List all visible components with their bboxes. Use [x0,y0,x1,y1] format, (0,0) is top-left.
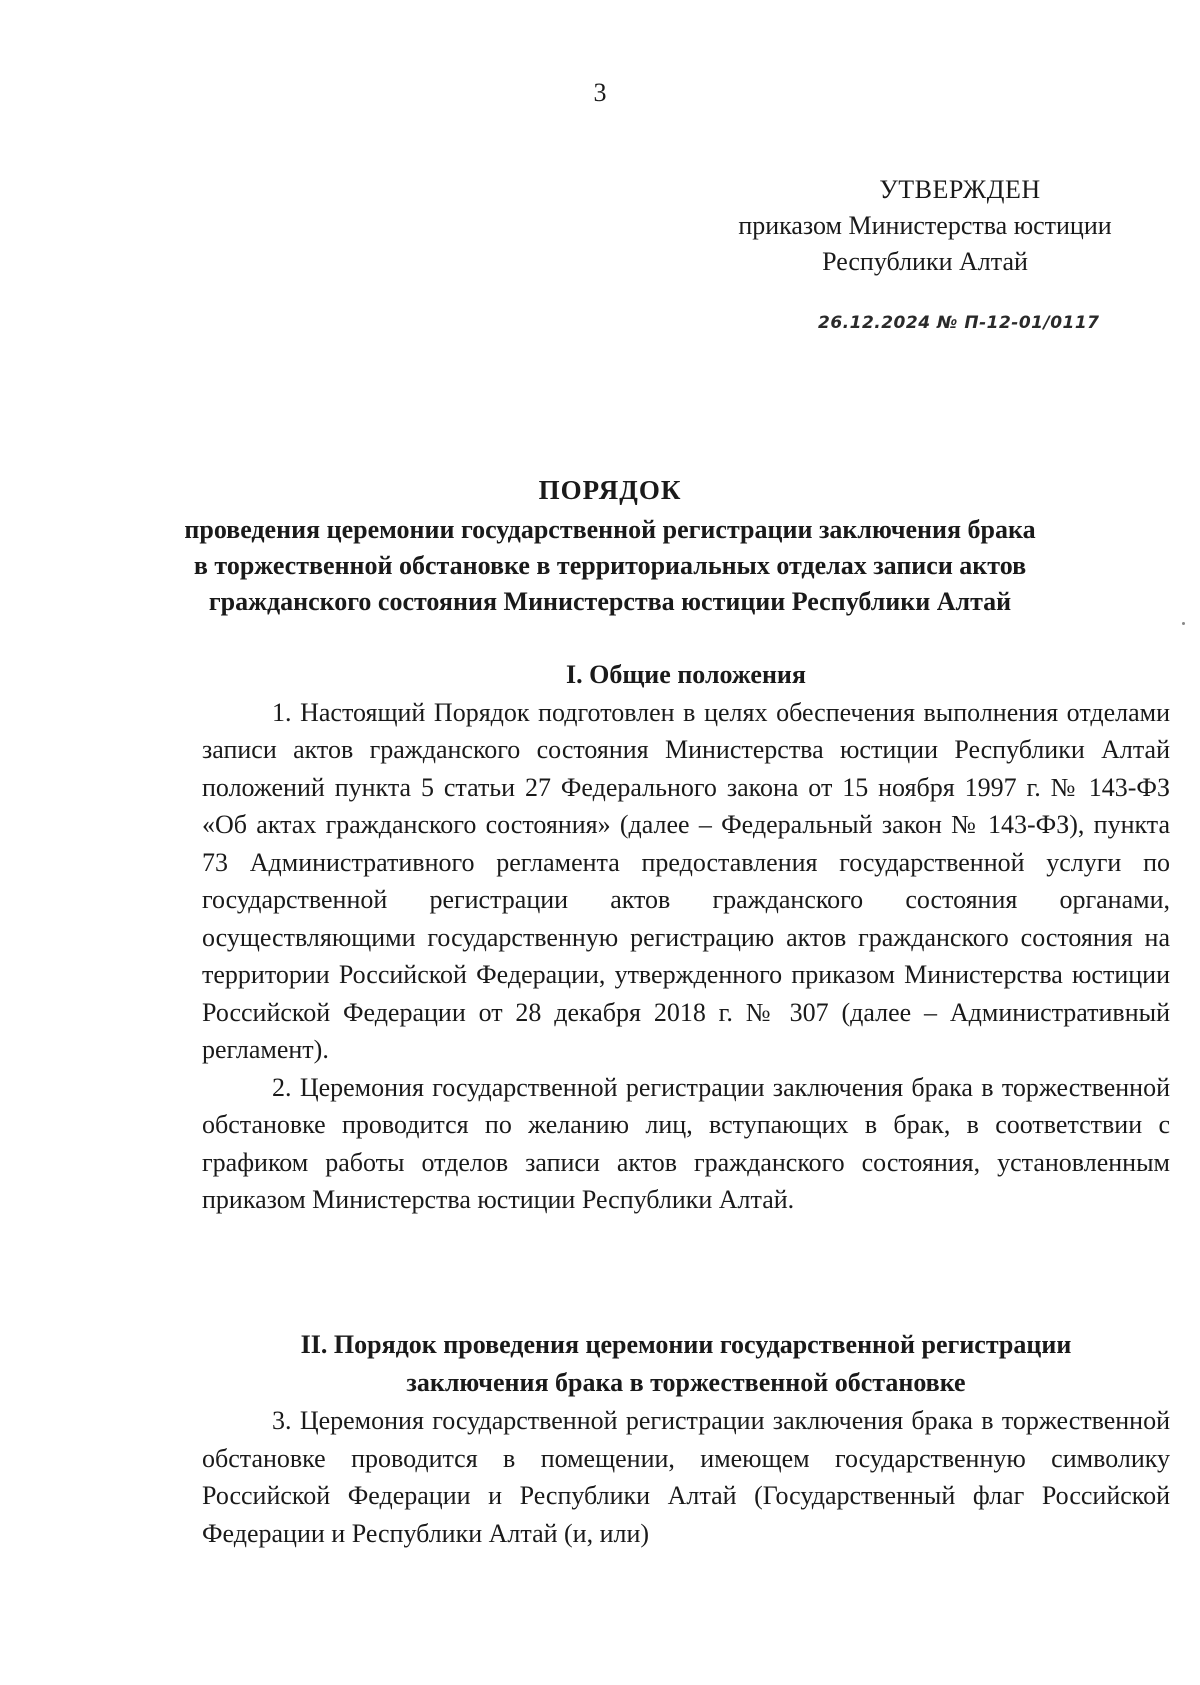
approval-line-2: Республики Алтай [822,247,1028,276]
document-title [120,472,1100,620]
title-main: ПОРЯДОК [538,475,682,505]
title-sub-line-2: в торжественной обстановке в территориальных отделах записи актов [193,551,1027,580]
scan-artifact-dot [1182,622,1185,625]
order-reference: 26.12.2024 № П-12-01/0117 [818,313,1100,333]
section-ceremony-procedure [202,1326,1170,1552]
approval-block [690,172,1160,280]
section-2-heading-line-1: II. Порядок проведения церемонии государственной регистрации [300,1330,1072,1359]
approval-line-1: приказом Министерства юстиции [738,211,1112,240]
section-1-heading: I. Общие положения [566,660,806,689]
paragraph-3: 3. Церемония государственной регистрации заключения брака в торжественной обстановке проводится в помещении, имеющем государственную символику Российской Федерации и Республики Алтай (Государственный флаг Российской Федерации и Республики Алтай (и, или) [202,1406,1170,1548]
page-number: 3 [593,78,607,107]
approval-stamp-title: УТВЕРЖДЕН [879,175,1041,204]
paragraph-1: 1. Настоящий Порядок подготовлен в целях обеспечения выполнения отделами записи актов гражданского состояния Министерства юстиции Республики Алтай положений пункта 5 статьи 27 Федерального закона от 15 ноября 1997 г. № 143-ФЗ «Об актах гражданского состояния» (далее – Федеральный закон № 143-ФЗ), пункта 73 Административного регламента предоставления государственной услуги по государственной регистрации актов гражданского состояния органами, осуществляющими государственную регистрацию актов гражданского состояния на территории Российской Федерации, утвержденного приказом Министерства юстиции Российской Федерации от 28 декабря 2018 г. № 307 (далее – Административный регламент). [202,697,1170,1064]
section-2-heading-line-2: заключения брака в торжественной обстановке [406,1368,966,1397]
title-sub-line-1: проведения церемонии государственной регистрации заключения брака [184,515,1036,544]
section-general-provisions [202,656,1170,1219]
title-sub-line-3: гражданского состояния Министерства юстиции Республики Алтай [208,587,1012,616]
paragraph-2: 2. Церемония государственной регистрации заключения брака в торжественной обстановке проводится по желанию лиц, вступающих в брак, в соответствии с графиком работы отделов записи актов гражданского состояния, установленным приказом Министерства юстиции Республики Алтай. [202,1072,1170,1214]
